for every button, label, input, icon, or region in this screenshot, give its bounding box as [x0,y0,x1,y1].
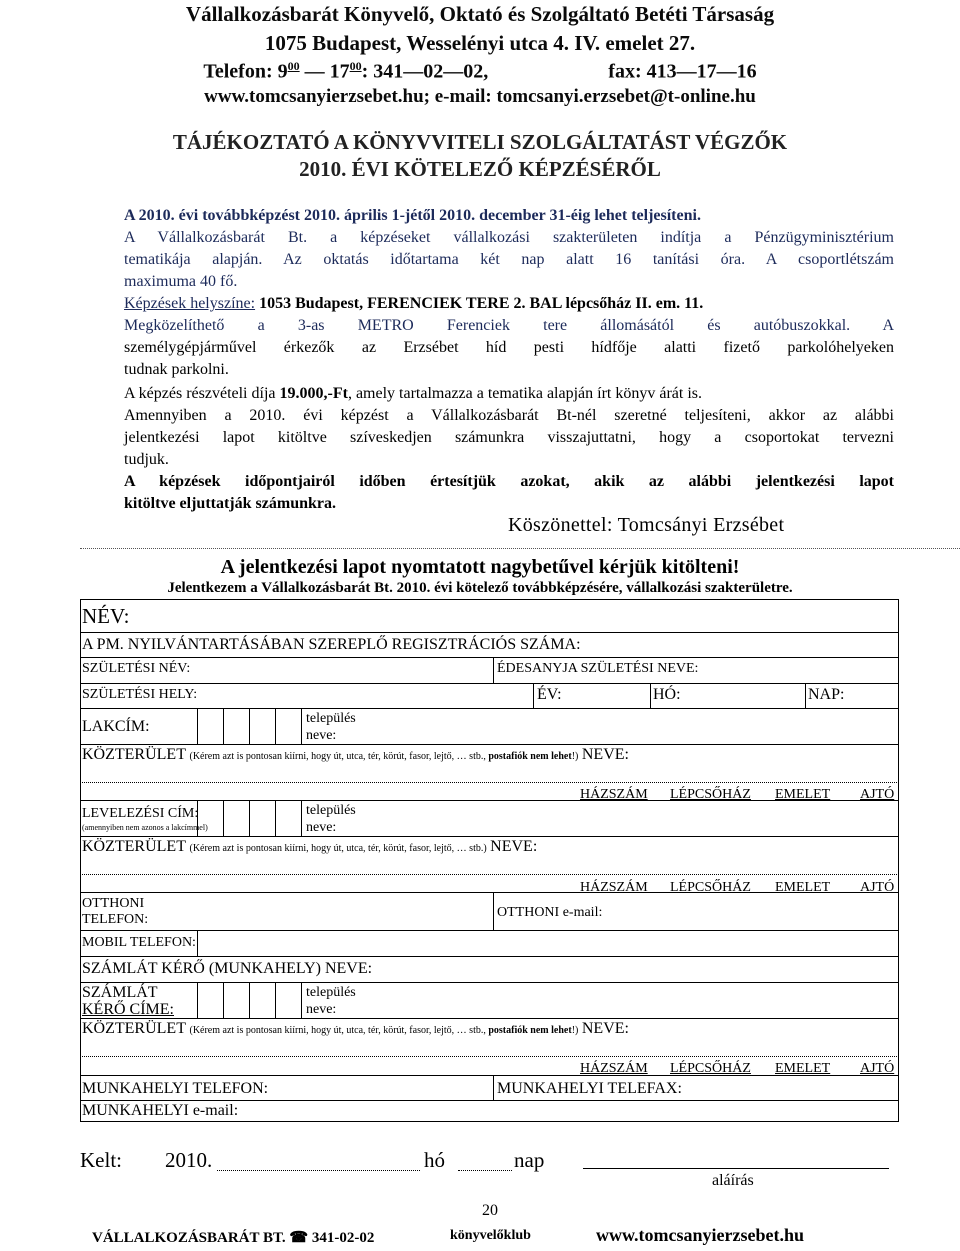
venue-value: 1053 Budapest, FERENCIEK TERE 2. BAL lépcsőház II. em. 11. [255,295,704,312]
row-line [80,982,899,983]
street-label: KÖZTERÜLET [82,746,186,763]
settlement-name-label: neve: [306,820,337,835]
birth-name-label: SZÜLETÉSI NÉV: [82,661,191,676]
thanks-signature: Köszönettel: Tomcsányi Erzsébet [508,514,785,536]
info-line-8: tudnak parkolni. [124,361,229,378]
row-line [80,1018,899,1019]
info-line-1: A 2010. évi továbbképzést 2010. április 1-jétől 2010. december 31-éig lehet teljesíteni. [124,207,701,224]
name-label: NÉV: [82,604,130,628]
birth-name-field[interactable] [200,659,490,681]
work-email-field[interactable] [260,1102,895,1119]
street-name-label: NEVE: [581,746,629,763]
home-phone-label-1: OTTHONI [82,896,145,911]
zip-box[interactable] [275,800,276,836]
zip-box [301,708,302,744]
floor-label: EMELET [775,787,831,802]
phone-icon: ☎ [289,1230,309,1246]
row-line [80,683,899,684]
floor-label: EMELET [775,1061,831,1076]
footer-company-name: VÁLLALKOZÁSBARÁT BT. [92,1230,286,1246]
info-line-12: tudjuk. [124,451,169,468]
zip-box[interactable] [249,708,250,744]
house-number-label: HÁZSZÁM [580,1061,648,1076]
form-title: A jelentkezési lapot nyomtatott nagybetűvel kérjük kitölteni! [220,556,740,578]
mobile-phone-label: MOBIL TELEFON: [82,935,196,950]
settlement-label: település [306,985,356,1000]
row-line [80,657,899,658]
company-name: Vállalkozásbarát Könyvelő, Oktató és Szolgáltató Betéti Társaság [185,2,775,26]
street-line [82,1020,629,1038]
info-line-9 [124,383,894,405]
address-label: LAKCÍM: [82,718,150,735]
zip-box[interactable] [249,800,250,836]
street-line [82,838,537,856]
birth-place-label: SZÜLETÉSI HELY: [82,687,198,702]
home-phone-label-2: TELEFON: [82,912,149,927]
street-name-label: NEVE: [581,1020,629,1037]
footer-company [92,1228,374,1247]
row-line [80,956,899,957]
row-line [80,930,899,931]
invoice-address-label-2: KÉRŐ CÍME: [82,1001,174,1018]
street-line [82,746,629,764]
mother-name-field[interactable] [690,659,895,681]
pm-registration-label: A PM. NYILVÁNTARTÁSÁBAN SZEREPLŐ REGISZTRÁCIÓS SZÁMA: [82,636,581,653]
fee-suffix: , amely tartalmazza a tematika alapján írt könyv árát is. [347,385,702,402]
info-line-2: A Vállalkozásbarát Bt. a képzéseket vállalkozási szakterületen indítja a Pénzügyminisztérium [124,229,894,246]
footer-website[interactable]: www.tomcsanyierzsebet.hu [596,1225,804,1245]
phone-sup-1: 00 [287,59,300,73]
birth-year-label: ÉV: [537,686,562,703]
dotted-separator [80,548,960,549]
mailing-address-label: LEVELEZÉSI CÍM: [82,806,199,821]
cell-divider [493,892,494,930]
invoice-address-label-1: SZÁMLÁT [82,984,158,1001]
work-fax-label: MUNKAHELYI TELEFAX: [497,1080,682,1097]
house-number-label: HÁZSZÁM [580,787,648,802]
cell-divider [533,683,534,708]
street-note: (Kérem azt is pontosan kiírni, hogy út, utca, tér, körút, fasor, lejtő, … stb., [189,1025,489,1036]
zip-box [301,800,302,836]
mailing-address-note: (amennyiben nem azonos a lakcímmel) [82,823,208,832]
info-line-3: tematikája alapján. Az oktatás időtartama két nap alatt 16 tanítási óra. A csoportlétszám [124,251,894,268]
settlement-name-label: neve: [306,1002,337,1017]
floor-label: EMELET [775,880,831,895]
name-field[interactable] [180,602,880,630]
web-email: www.tomcsanyierzsebet.hu; e-mail: tomcsanyi.erzsebet@t-online.hu [204,86,756,107]
cell-divider [650,683,651,708]
page-number: 20 [482,1202,498,1219]
home-email-label: OTTHONI e-mail: [497,905,603,920]
date-label: Kelt: [80,1148,122,1172]
street-note-bold: postafiók nem lehet [488,751,572,762]
info-line-14: kitöltve eljuttatják számunkra. [124,495,336,512]
info-line-13: A képzések időpontjairól időben értesítjük azokat, akik az alábbi jelentkezési lapot [124,473,894,490]
street-label: KÖZTERÜLET [82,838,186,855]
doc-title-line-2: 2010. ÉVI KÖTELEZŐ KÉPZÉSÉRŐL [299,157,661,181]
phone-mid: — 17 [299,60,350,83]
footer-phone: 341-02-02 [311,1230,375,1246]
cell-divider [197,930,198,956]
info-line-4: maximuma 40 fő. [124,273,238,290]
info-line-10: Amennyiben a 2010. évi képzést a Vállalkozásbarát Bt-nél szeretné teljesíteni, akkor az alábbi [124,407,894,424]
day-label: nap [514,1148,545,1172]
doc-title-line-1: TÁJÉKOZTATÓ A KÖNYVVITELI SZOLGÁLTATÁST VÉGZŐK [172,130,788,154]
cell-divider [493,657,494,683]
settlement-label: település [306,711,356,726]
street-note-end: !) [571,751,579,762]
row-line [80,744,899,745]
info-line-6: Megközelíthető a 3-as METRO Ferenciek tere állomásától és autóbuszokkal. A [124,317,894,334]
row-line [80,1100,899,1101]
form-subtitle: Jelentkezem a Vállalkozásbarát Bt. 2010. évi kötelező továbbképzésére, vállalkozási szakterületre. [167,580,793,596]
row-line [80,836,899,837]
fee-amount: 19.000,-Ft [279,385,348,402]
zip-box[interactable] [197,800,198,836]
birth-month-label: HÓ: [653,686,681,703]
cell-divider [493,1075,494,1100]
dotted-fill-line[interactable] [82,782,897,783]
mobile-phone-field[interactable] [200,932,895,954]
day-field[interactable] [458,1170,512,1171]
street-note-bold: postafiók nem lehet [488,1025,572,1036]
door-label: AJTÓ [860,1061,895,1076]
settlement-label: település [306,803,356,818]
mother-name-label: ÉDESANYJA SZÜLETÉSI NEVE: [497,661,699,676]
invoice-name-label: SZÁMLÁT KÉRŐ (MUNKAHELY) NEVE: [82,960,373,977]
info-line-11: jelentkezési lapot kitöltve szíveskedjen számunkra visszajuttatni, hogy a csoportokat tervezni [124,429,894,446]
zip-box[interactable] [275,708,276,744]
pm-registration-field[interactable] [600,634,895,656]
month-label: hó [424,1148,445,1172]
zip-box[interactable] [223,708,224,744]
phone-rest: : 341—02—02, [361,60,489,83]
signature-label: aláírás [712,1172,754,1189]
zip-box [301,982,302,1018]
staircase-label: LÉPCSŐHÁZ [670,787,751,802]
signature-line[interactable] [583,1168,889,1169]
zip-box[interactable] [223,982,224,1018]
fee-prefix: A képzés részvételi díja [124,385,280,402]
info-line-7: személygépjárművel érkezők az Erzsébet híd pesti hídfője alatti fizető parkolóhelyeken [124,339,894,356]
zip-box[interactable] [249,982,250,1018]
work-fax-field[interactable] [690,1077,895,1098]
street-name-label: NEVE: [490,838,538,855]
row-line [80,708,899,709]
door-label: AJTÓ [860,880,895,895]
zip-box[interactable] [223,800,224,836]
dotted-fill-line[interactable] [82,874,897,875]
settlement-name-label: neve: [306,728,337,743]
date-year: 2010. [165,1148,213,1172]
dotted-fill-line[interactable] [82,1056,897,1057]
street-label: KÖZTERÜLET [82,1020,186,1037]
staircase-label: LÉPCSŐHÁZ [670,1061,751,1076]
zip-box[interactable] [197,708,198,744]
info-line-5 [124,293,894,315]
zip-box[interactable] [275,982,276,1018]
phone-sup-2: 00 [349,59,362,73]
row-line [80,632,899,633]
work-email-label: MUNKAHELYI e-mail: [82,1102,239,1119]
invoice-name-field[interactable] [380,958,895,980]
venue-label: Képzések helyszíne: [124,295,256,312]
cell-divider [805,683,806,708]
fax-number: fax: 413—17—16 [608,60,757,83]
door-label: AJTÓ [860,787,895,802]
home-email-field[interactable] [600,894,895,928]
month-field[interactable] [217,1170,420,1171]
company-address: 1075 Budapest, Wesselényi utca 4. IV. emelet 27. [264,31,696,55]
birth-day-label: NAP: [808,686,845,703]
zip-box[interactable] [197,982,198,1018]
home-phone-field[interactable] [160,894,490,928]
work-phone-label: MUNKAHELYI TELEFON: [82,1080,269,1097]
street-note-end: !) [571,1025,579,1036]
house-number-label: HÁZSZÁM [580,880,648,895]
company-phone-fax [0,59,960,84]
staircase-label: LÉPCSŐHÁZ [670,880,751,895]
street-note: (Kérem azt is pontosan kiírni, hogy út, utca, tér, körút, fasor, lejtő, … stb., [189,751,489,762]
street-note: (Kérem azt is pontosan kiírni, hogy út, utca, tér, körút, fasor, lejtő, … stb.) [189,843,487,854]
phone-prefix: Telefon: 9 [203,60,288,83]
work-phone-field[interactable] [280,1077,490,1098]
footer-club: könyvelőklub [450,1228,531,1243]
